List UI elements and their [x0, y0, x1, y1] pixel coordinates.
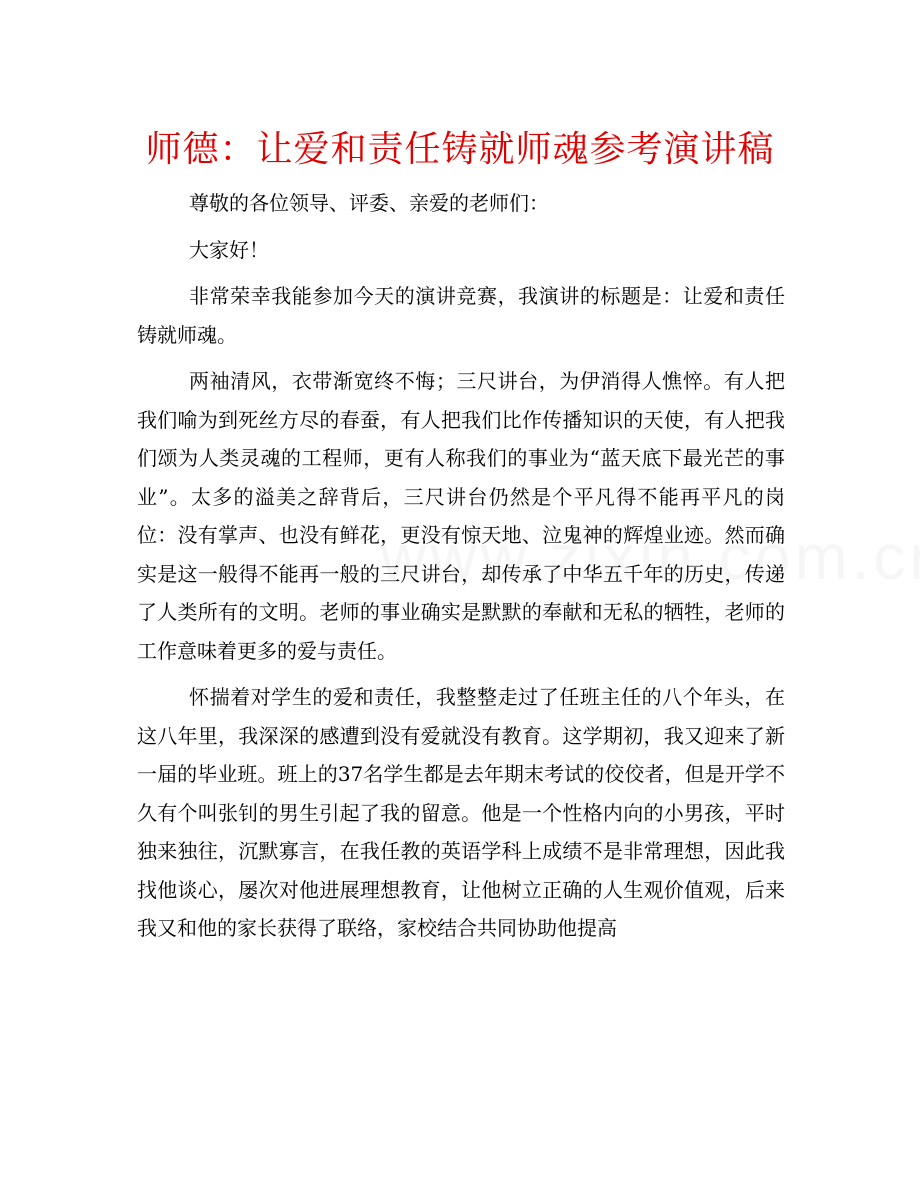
paragraph-salutation: 尊敬的各位领导、评委、亲爱的老师们： — [189, 191, 549, 215]
document-body — [137, 184, 785, 956]
paragraph-body-1: 两袖清风，衣带渐宽终不悔；三尺讲台，为伊消得人憔悴。有人把我们喻为到死丝方尽的春蚕，有人把我们比作传播知识的天使，有人把我们颂为人类灵魂的工程师，更有人称我们的事业为“蓝天底下最光芒的事业”。太多的溢美之辞背后，三尺讲台仍然是个平凡得不能再平凡的岗位：没有掌声、也没有鲜花，更没有惊天地、泣鬼神的辉煌业迹。然而确实是这一般得不能再一般的三尺讲台，却传承了中华五千年的历史，传递了人类所有的文明。老师的事业确实是默默的奉献和无私的牺牲，老师的工作意味着更多的爱与责任。 — [137, 369, 785, 663]
document-title: 师德：让爱和责任铸就师魂参考演讲稿 — [145, 129, 775, 170]
paragraph-intro: 非常荣幸我能参加今天的演讲竞赛，我演讲的标题是：让爱和责任铸就师魂。 — [137, 284, 785, 347]
paragraph-body-2: 怀揣着对学生的爱和责任，我整整走过了任班主任的八个年头，在这八年里，我深深的感遭到没有爱就没有教育。这学期初，我又迎来了新一届的毕业班。班上的37名学生都是去年期末考试的佼佼者，但是开学不久有个叫张钊的男生引起了我的留意。他是一个性格内向的小男孩，平时独来独往，沉默寡言，在我任教的英语学科上成绩不是非常理想，因此我找他谈心，屡次对他进展理想教育，让他树立正确的人生观价值观，后来我又和他的家长获得了联络，家校结合共同协助他提高 — [137, 685, 785, 940]
paragraph-greeting: 大家好！ — [189, 237, 269, 262]
